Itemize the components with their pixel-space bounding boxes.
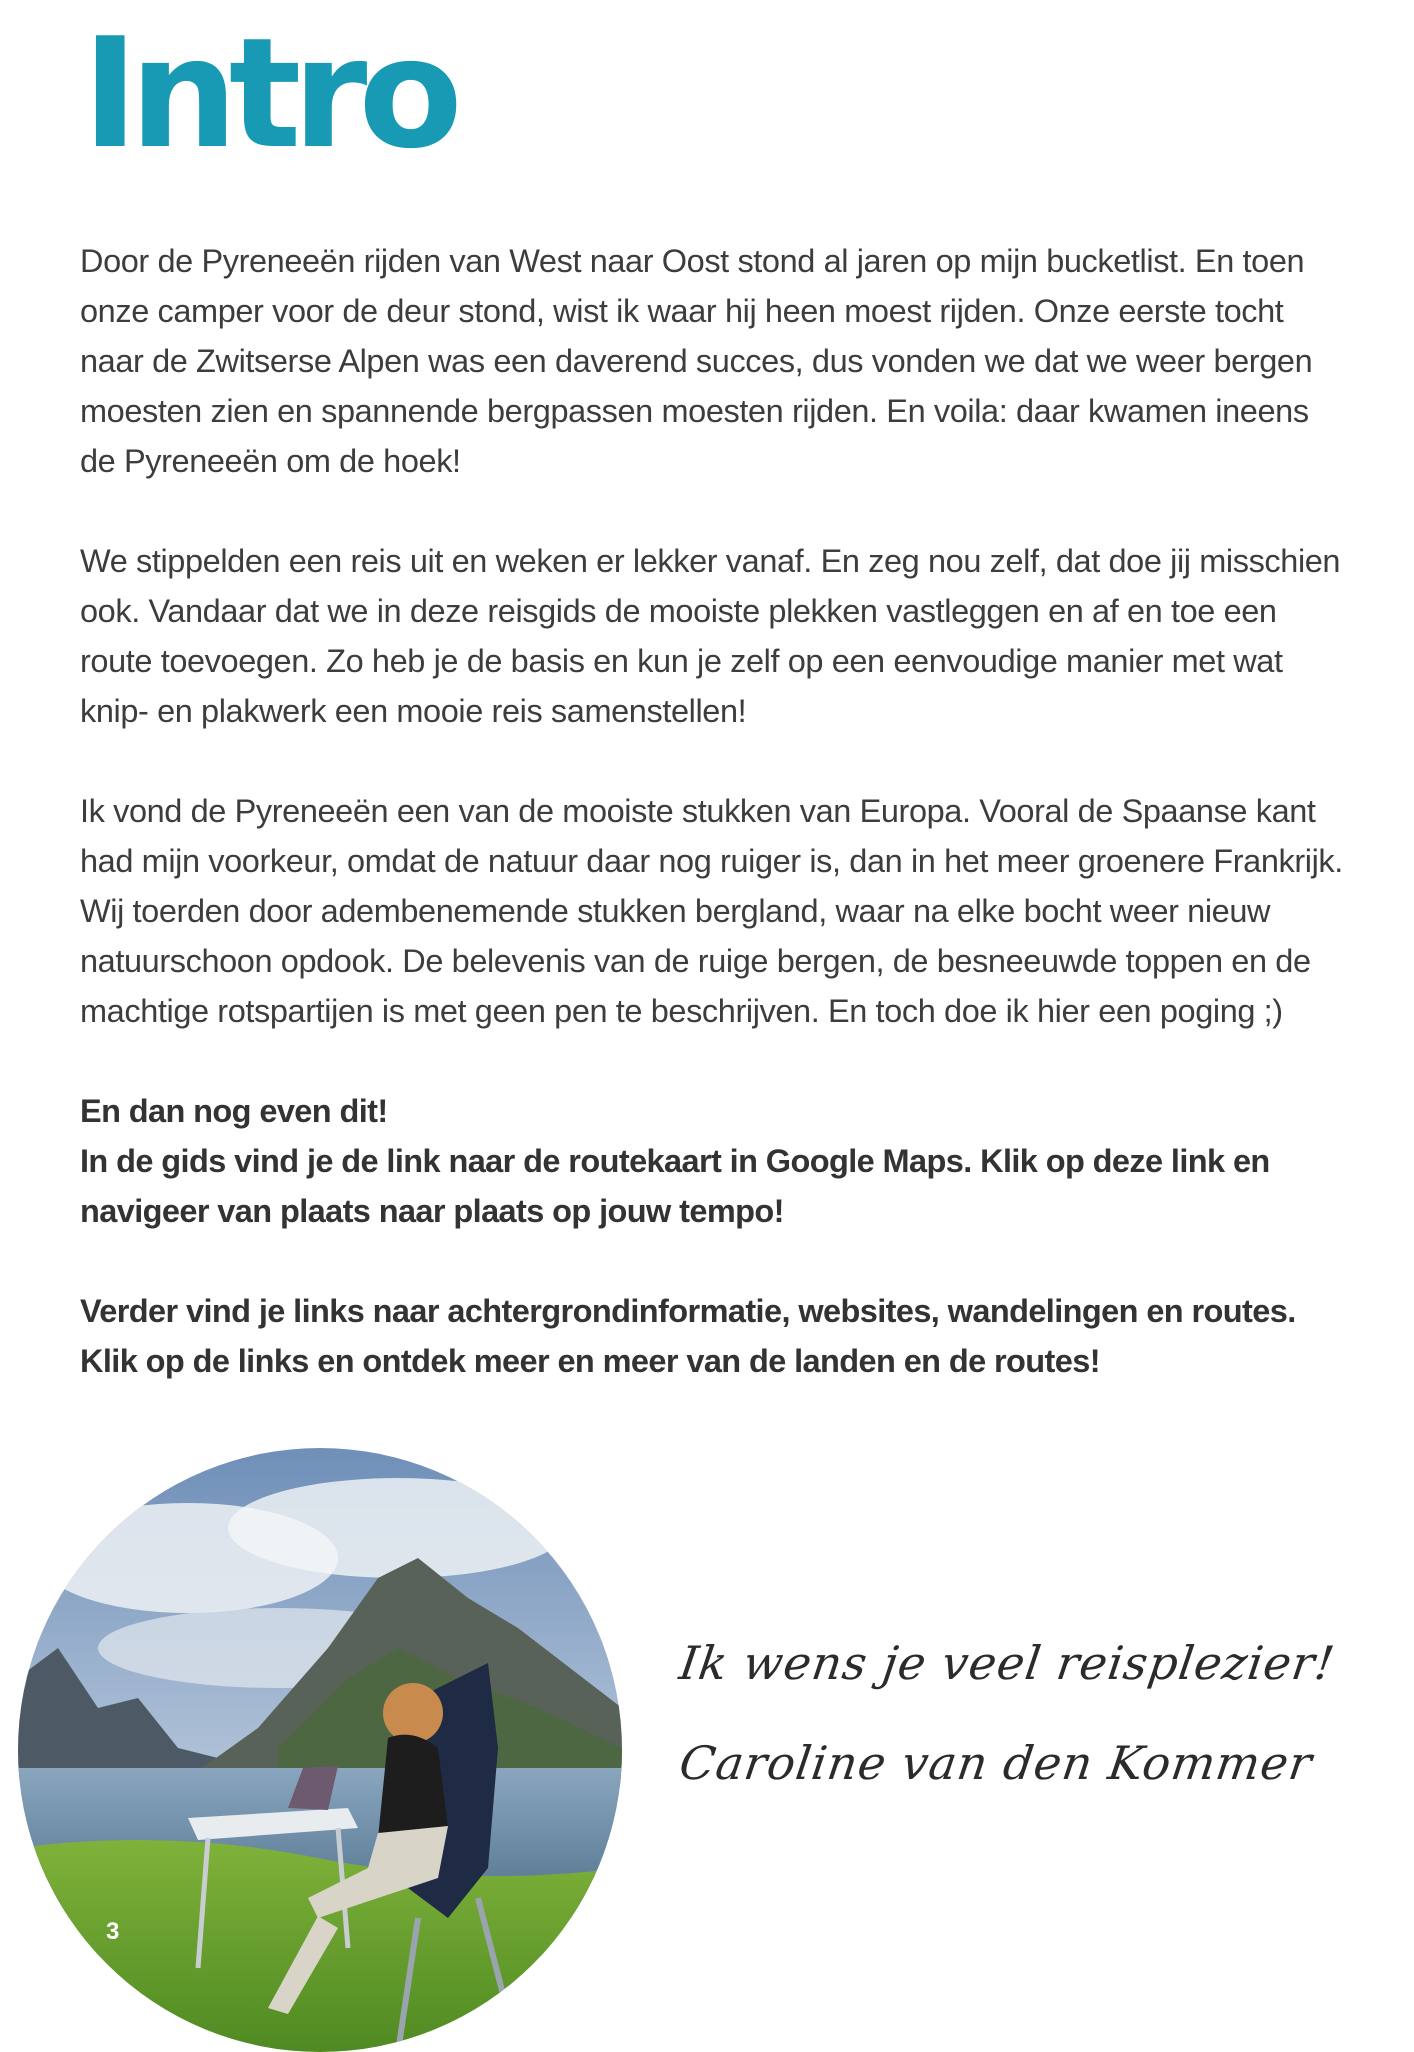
cloud (228, 1478, 568, 1578)
person-shirt (378, 1735, 448, 1838)
notice-block (80, 1086, 1350, 1236)
person-head (383, 1683, 443, 1743)
signature-name: Caroline van den Kommer (676, 1736, 1316, 1790)
intro-paragraph: Ik vond de Pyreneeën een van de mooiste stukken van Europa. Vooral de Spaanse kant had mijn voorkeur, omdat de natuur daar nog ruiger is, dan in het meer groenere Frankrijk. Wij toerden door adembenemende stukken bergland, waar na elke bocht weer nieuw natuurschoon opdook. De belevenis van de ruige bergen, de besneeuwde toppen en de machtige rotspartijen is met geen pen te beschrijven. En toch doe ik hier een poging ;) (80, 793, 1343, 1029)
links-block (80, 1286, 1350, 1386)
intro-paragraph: We stippelden een reis uit en weken er lekker vanaf. En zeg nou zelf, dat doe jij misschien ook. Vandaar dat we in deze reisgids de mooiste plekken vastleggen en af en toe een route toevoegen. Zo heb je de basis en kun je zelf op een eenvoudige manier met wat knip- en plakwerk een mooie reis samenstellen! (80, 543, 1341, 729)
page-number: 3 (106, 1918, 120, 1945)
notice-text: In de gids vind je de link naar de routekaart in Google Maps. Klik op deze link en navigeer van plaats naar plaats op jouw tempo! (80, 1143, 1270, 1229)
fjord-photo-illustration (18, 1448, 622, 2052)
signature-wish: Ik wens je veel reisplezier! (676, 1636, 1339, 1690)
intro-paragraph: Door de Pyreneeën rijden van West naar Oost stond al jaren op mijn bucketlist. En toen onze camper voor de deur stond, wist ik waar hij heen moest rijden. Onze eerste tocht naar de Zwitserse Alpen was een daverend succes, dus vonden we dat we weer bergen moesten zien en spannende bergpassen moesten rijden. En voila: daar kwamen ineens de Pyreneeën om de hoek! (80, 243, 1313, 479)
author-photo (18, 1448, 622, 2052)
page-title: Intro (82, 5, 454, 182)
links-line: Klik op de links en ontdek meer en meer van de landen en de routes! (80, 1343, 1100, 1379)
links-line: Verder vind je links naar achtergrondinformatie, websites, wandelingen en routes. (80, 1293, 1296, 1329)
notice-heading: En dan nog even dit! (80, 1093, 388, 1129)
intro-text (80, 236, 1350, 1436)
